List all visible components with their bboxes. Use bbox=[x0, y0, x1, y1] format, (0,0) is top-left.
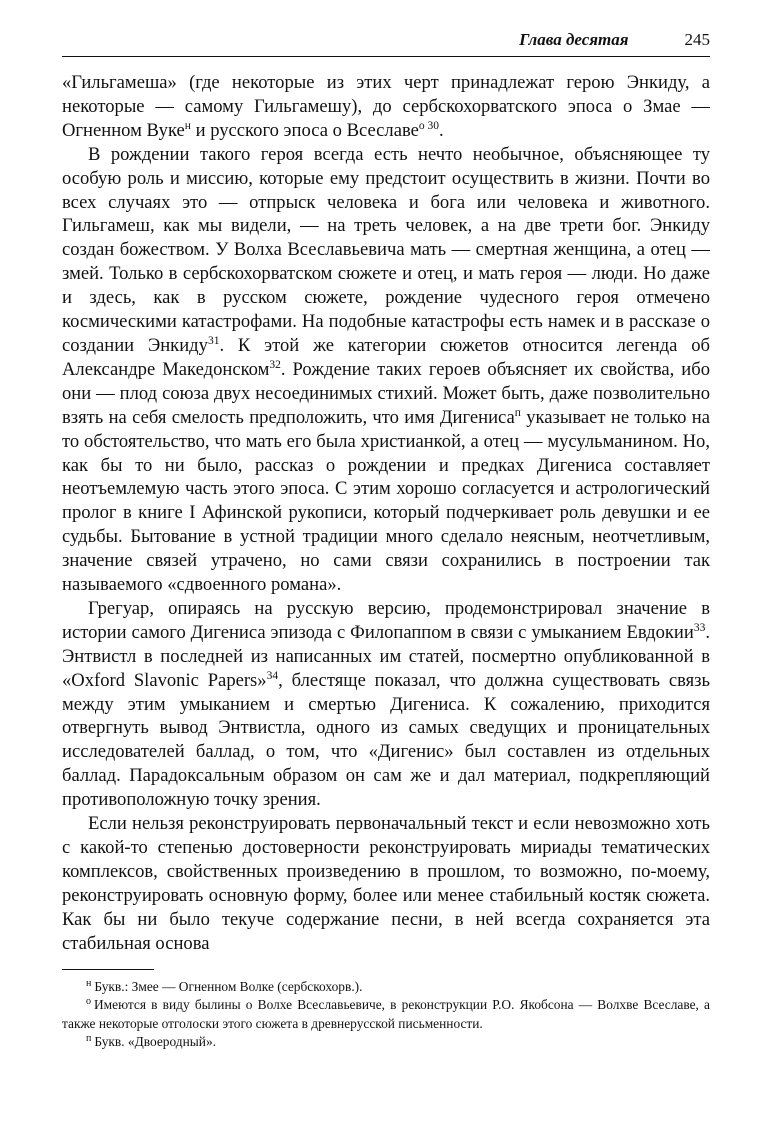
running-header bbox=[62, 30, 710, 57]
footnote-ref: 34 bbox=[266, 669, 279, 682]
footnote-ref: 33 bbox=[693, 621, 706, 634]
paragraph bbox=[62, 143, 710, 597]
text-run: . К этой же категории сюжетов относится легенда об Александре Македонском bbox=[62, 334, 710, 380]
book-page bbox=[62, 30, 710, 1052]
text-run: указывает не только на то обстоятельство, что мать его была христианкой, а отец — мусульманином. Но, как бы то ни было, рассказ о рождении и предках Дигениса составляет неотъемлемую часть этого эпоса. С этим хорошо согласуется и астрологический пролог в книге I Афинской рукописи, который подчеркивает роль девушки и ее судьбы. Бытование в устной традиции много сделало неясным, неотчетливым, значение связей утрачено, но сами связи сохранились в построении так называемого «сдвоенного романа». bbox=[62, 406, 710, 596]
footnote-ref: п bbox=[514, 406, 521, 419]
footnote-text: Имеются в виду былины о Волхе Всеславьевиче, в реконструкции Р.О. Якобсона — Волхве Всеславе, а также некоторые отголоски этого сюжета в древнерусской письменности. bbox=[62, 997, 710, 1031]
text-run: , блестяще показал, что должна существовать связь между этим умыканием и смертью Дигениса. К сожалению, приходится отвергнуть вывод Энтвистла, одного из самых сведущих и проницательных исследователей баллад, о том, что «Дигенис» был составлен из отдельных баллад. Парадоксальным образом он сам же и дал материал, подкрепляющий противоположную точку зрения. bbox=[62, 669, 710, 811]
footnote-mark: о bbox=[86, 996, 91, 1008]
footnote-text: Букв. «Двоеродный». bbox=[94, 1034, 216, 1050]
paragraph bbox=[62, 597, 710, 812]
text-run: Грегуар, опираясь на русскую версию, продемонстрировал значение в истории самого Дигениса эпизода с Филопаппом в связи с умыканием Евдокии bbox=[62, 597, 710, 643]
chapter-title: Глава десятая bbox=[519, 30, 629, 49]
footnote-ref: о 30 bbox=[418, 119, 439, 132]
footnote-ref: н bbox=[184, 119, 191, 132]
footnote-mark: н bbox=[86, 977, 92, 989]
footnote bbox=[62, 978, 710, 997]
footnotes bbox=[62, 978, 710, 1052]
footnote-text: Букв.: Змее — Огненном Волке (сербскохорв.). bbox=[94, 978, 363, 994]
footnote bbox=[62, 1033, 710, 1052]
footnote-mark: п bbox=[86, 1033, 92, 1045]
text-run: В рождении такого героя всегда есть нечто необычное, объясняющее ту особую роль и миссию, которые ему предстоит осуществить в жизни. Почти во всех случаях это — отпрыск человека и бога или человека и животного. Гильгамеш, как мы видели, — на треть человек, а на две трети бог. Энкиду создан божеством. У Волха Всеславьевича мать — смертная женщина, а отец — змей. Только в сербскохорватском сюжете и отец, и мать героя — люди. Но даже и здесь, как в русском сюжете, рождение чудесного героя отмечено космическими катастрофами. На подобные катастрофы есть намек и в рассказе о создании Энкиду bbox=[62, 143, 710, 356]
footnote bbox=[62, 996, 710, 1033]
text-run: . Энтвистл в последней из написанных им статей, посмертно опубликованной в «Oxford Slavonic Papers» bbox=[62, 621, 710, 691]
page-number: 245 bbox=[684, 30, 710, 49]
paragraph bbox=[62, 71, 710, 143]
footnote-ref: 32 bbox=[269, 358, 281, 371]
text-run: . Рождение таких героев объясняет их свойства, ибо они — плод союза двух несоединимых стихий. Может быть, даже позволительно взять на себя смелость предположить, что имя Дигениса bbox=[62, 358, 710, 428]
footnote-divider bbox=[62, 969, 154, 970]
paragraph bbox=[62, 812, 710, 955]
text-run: . bbox=[439, 119, 444, 141]
text-run: «Гильгамеша» (где некоторые из этих черт принадлежат герою Энкиду, а некоторые — самому Гильгамешу), до сербскохорватского эпоса о Змае — Огненном Вуке bbox=[62, 72, 710, 141]
main-text bbox=[62, 71, 710, 956]
footnote-ref: 31 bbox=[207, 334, 220, 347]
text-run: Если нельзя реконструировать первоначальный текст и если невозможно хоть с какой-то степенью достоверности реконструировать мириады тематических комплексов, свойственных произведению в прошлом, то возможно, по-моему, реконструировать основную форму, более или менее стабильный костяк сюжета. Как бы ни было текуче содержание песни, в ней всегда сохраняется эта стабильная основа bbox=[62, 813, 710, 954]
text-run: и русского эпоса о Всеславе bbox=[190, 119, 419, 141]
